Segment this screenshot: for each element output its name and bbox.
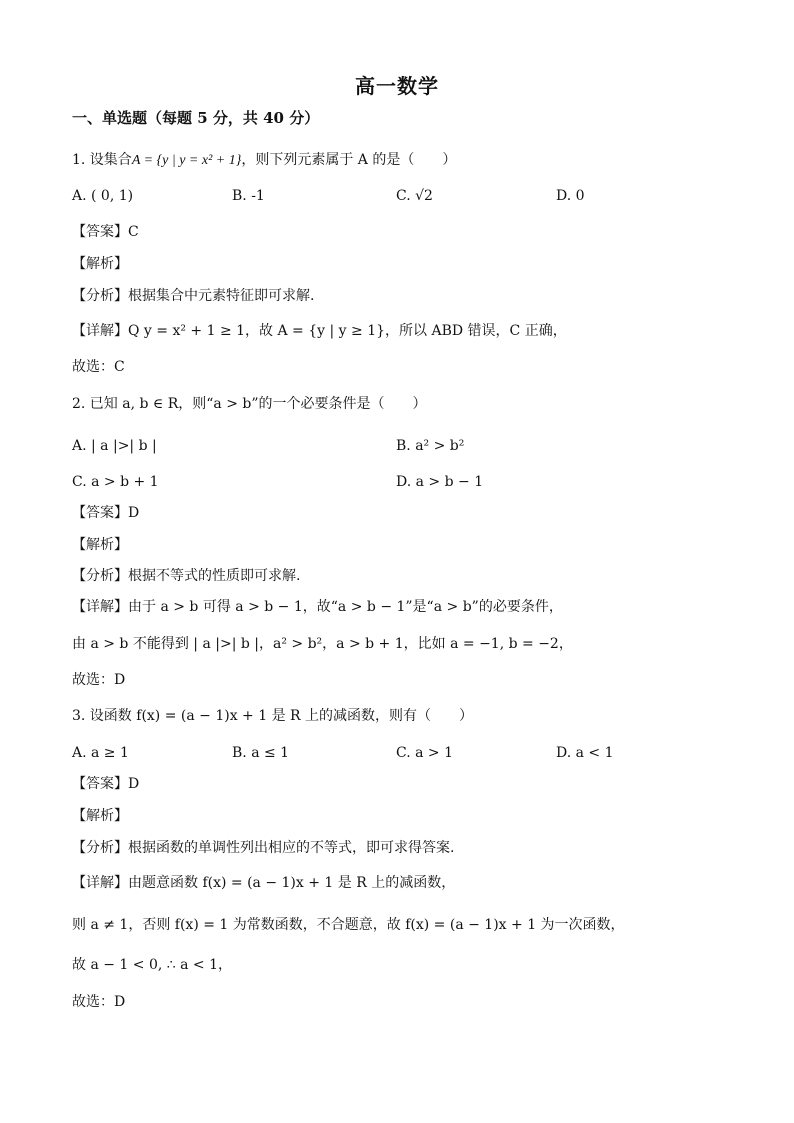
q2-detail-2: 由 a > b 不能得到 | a |>| b |，a² > b²，a > b + 1，比如 a = −1, b = −2， [72,636,573,652]
q1-answer [72,222,139,242]
q3-stem: 3. 设函数 f(x) = (a − 1)x + 1 是 R 上的减函数，则有（ ） [72,708,474,724]
detail-label: 【详解】 [72,875,128,891]
q1-option-b: B. -1 [232,188,265,204]
q1-stem-prefix: 1. 设集合 [72,152,132,168]
q2-fenxi [72,566,300,586]
q2-option-c: C. a > b + 1 [72,474,159,490]
q3-detail-1 [72,873,455,893]
q3-option-b: B. a ≤ 1 [232,745,290,761]
page-title: 高一数学 [355,74,439,98]
q3-answer-value: D [128,776,140,792]
q1-option-a: A. ( 0, 1) [72,188,134,204]
fenxi-label: 【分析】 [72,288,128,304]
q1-fenxi [72,286,314,306]
q3-fenxi-text: 根据函数的单调性列出相应的不等式，即可求得答案. [128,840,455,856]
detail-label: 【详解】 [72,599,128,615]
q2-fenxi-text: 根据不等式的性质即可求解. [128,568,301,584]
fenxi-label: 【分析】 [72,840,128,856]
fenxi-label: 【分析】 [72,568,128,584]
q1-stem [72,150,456,171]
q2-analysis-label: 【解析】 [72,537,128,553]
q1-option-c: C. √2 [396,188,433,204]
q2-stem: 2. 已知 a, b ∈ R，则“a > b”的一个必要条件是（ ） [72,396,427,412]
q3-analysis-label: 【解析】 [72,808,128,824]
q1-stem-suffix: ，则下列元素属于 A 的是（ ） [241,152,457,168]
q3-option-d: D. a < 1 [556,745,614,761]
q2-option-d: D. a > b − 1 [396,474,484,490]
q3-option-c: C. a > 1 [396,745,453,761]
q1-fenxi-text: 根据集合中元素特征即可求解. [128,288,315,304]
q2-answer [72,503,139,523]
section-heading: 一、单选题（每题 5 分，共 40 分） [72,109,320,127]
answer-label: 【答案】 [72,776,128,792]
q1-analysis-label: 【解析】 [72,256,128,272]
q3-fenxi [72,838,454,858]
q3-option-a: A. a ≥ 1 [72,745,129,761]
q3-detail-2: 则 a ≠ 1，否则 f(x) = 1 为常数函数，不合题意，故 f(x) = (a − 1)x + 1 为一次函数， [72,917,625,933]
q2-detail-1 [72,597,563,617]
q3-conclusion: 故选：D [72,994,126,1010]
q2-answer-value: D [128,505,140,521]
q1-detail [72,321,567,341]
q2-option-a: A. | a |>| b | [72,438,157,454]
q3-detail-text-1: 由题意函数 f(x) = (a − 1)x + 1 是 R 上的减函数， [128,875,456,891]
q1-detail-text: Q y = x² + 1 ≥ 1，故 A = {y | y ≥ 1}，所以 ABD 错误，C 正确， [128,323,567,339]
answer-label: 【答案】 [72,505,128,521]
q2-detail-text-1: 由于 a > b 可得 a > b − 1，故“a > b − 1”是“a > b”的必要条件， [128,599,563,615]
detail-label: 【详解】 [72,323,128,339]
q1-conclusion: 故选：C [72,359,125,375]
q1-option-d: D. 0 [556,188,585,204]
q2-conclusion: 故选：D [72,672,126,688]
q1-answer-value: C [128,224,139,240]
q2-option-b: B. a² > b² [396,438,465,454]
q3-detail-3: 故 a − 1 < 0, ∴ a < 1， [72,957,233,973]
q3-answer [72,774,139,794]
answer-label: 【答案】 [72,224,128,240]
q1-stem-math: A = {y | y = x² + 1} [131,153,242,168]
